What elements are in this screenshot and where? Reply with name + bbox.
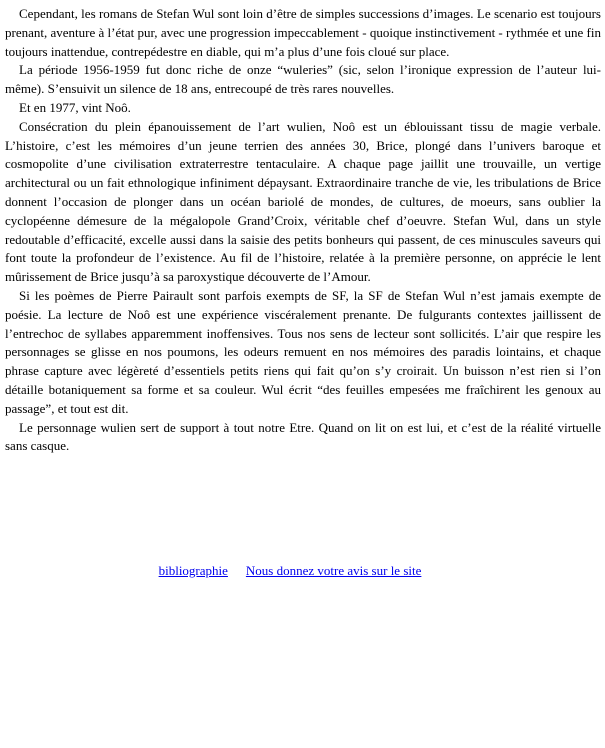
footer-links bbox=[0, 563, 580, 579]
article-body bbox=[5, 5, 601, 456]
paragraph-4: Consécration du plein épanouissement de l’art wulien, Noô est un éblouissant tissu de magie verbale. L’histoire, c’est les mémoires d’un jeune terrien des années 30, Brice, plongé dans l’univers baroque et cosmopolite d’une civilisation extraterrestre tentaculaire. A chaque page jaillit une trouvaille, un vertige architectural ou un fait ethnologique infiniment dépaysant. Extraordinaire tranche de vie, les tribulations de Brice donnent l’occasion de plonger dans un océan bariolé de mondes, de cultures, de moeurs, sans oublier la cyclopéenne démesure de la mégalopole Grand’Croix, véritable chef d’oeuvre. Stefan Wul, dans un style redoutable d’efficacité, excelle aussi dans la saisie des petits bonheurs qui passent, de ces minuscules saveurs qui font toute la profondeur de l’existence. Au fil de l’histoire, relatée à la première personne, on apprécie le lent mûrissement de Brice jusqu’à sa paroxystique découverte de l’Amour. bbox=[5, 118, 601, 285]
paragraph-3: Et en 1977, vint Noô. bbox=[19, 99, 131, 115]
paragraph-6: Le personnage wulien sert de support à tout notre Etre. Quand on lit on est lui, et c’est de la réalité virtuelle sans casque. bbox=[5, 419, 601, 454]
bibliography-link[interactable]: bibliographie bbox=[158, 563, 228, 578]
feedback-link[interactable]: Nous donnez votre avis sur le site bbox=[245, 563, 422, 578]
paragraph-5: Si les poèmes de Pierre Pairault sont parfois exempts de SF, la SF de Stefan Wul n’est jamais exempte de poésie. La lecture de Noô est une expérience viscéralement prenante. De fulgurants contextes jaillissent de l’entrechoc de syllabes apparemment inoffensives. Tous nos sens de lecteur sont sollicités. L’air que respire les personnages se glisse en nos poumons, les odeurs remuent en nos mémoires des paradis lointains, et chaque phrase capture avec légèreté d’essentiels petits riens qui fait qu’on s’y croirait. Un buisson n’est rien si l’on détaille botaniquement sa forme et sa couleur. Wul écrit “des feuilles empesées me fraîchirent les genoux au passage”, et tout est dit. bbox=[5, 287, 601, 416]
paragraph-2: La période 1956-1959 fut donc riche de onze “wuleries” (sic, selon l’ironique expression de l’auteur lui-même). S’ensuivit un silence de 18 ans, entrecoupé de très rares nouvelles. bbox=[5, 62, 601, 97]
paragraph-1: Cependant, les romans de Stefan Wul sont loin d’être de simples successions d’images. Le scenario est toujours prenant, aventure à l’état pur, avec une progression impeccablement - quoique instinctivement - rythmée et une fin toujours inattendue, contrepédestre en diable, qui m’a plus d’une fois cloué sur place. bbox=[5, 6, 601, 59]
